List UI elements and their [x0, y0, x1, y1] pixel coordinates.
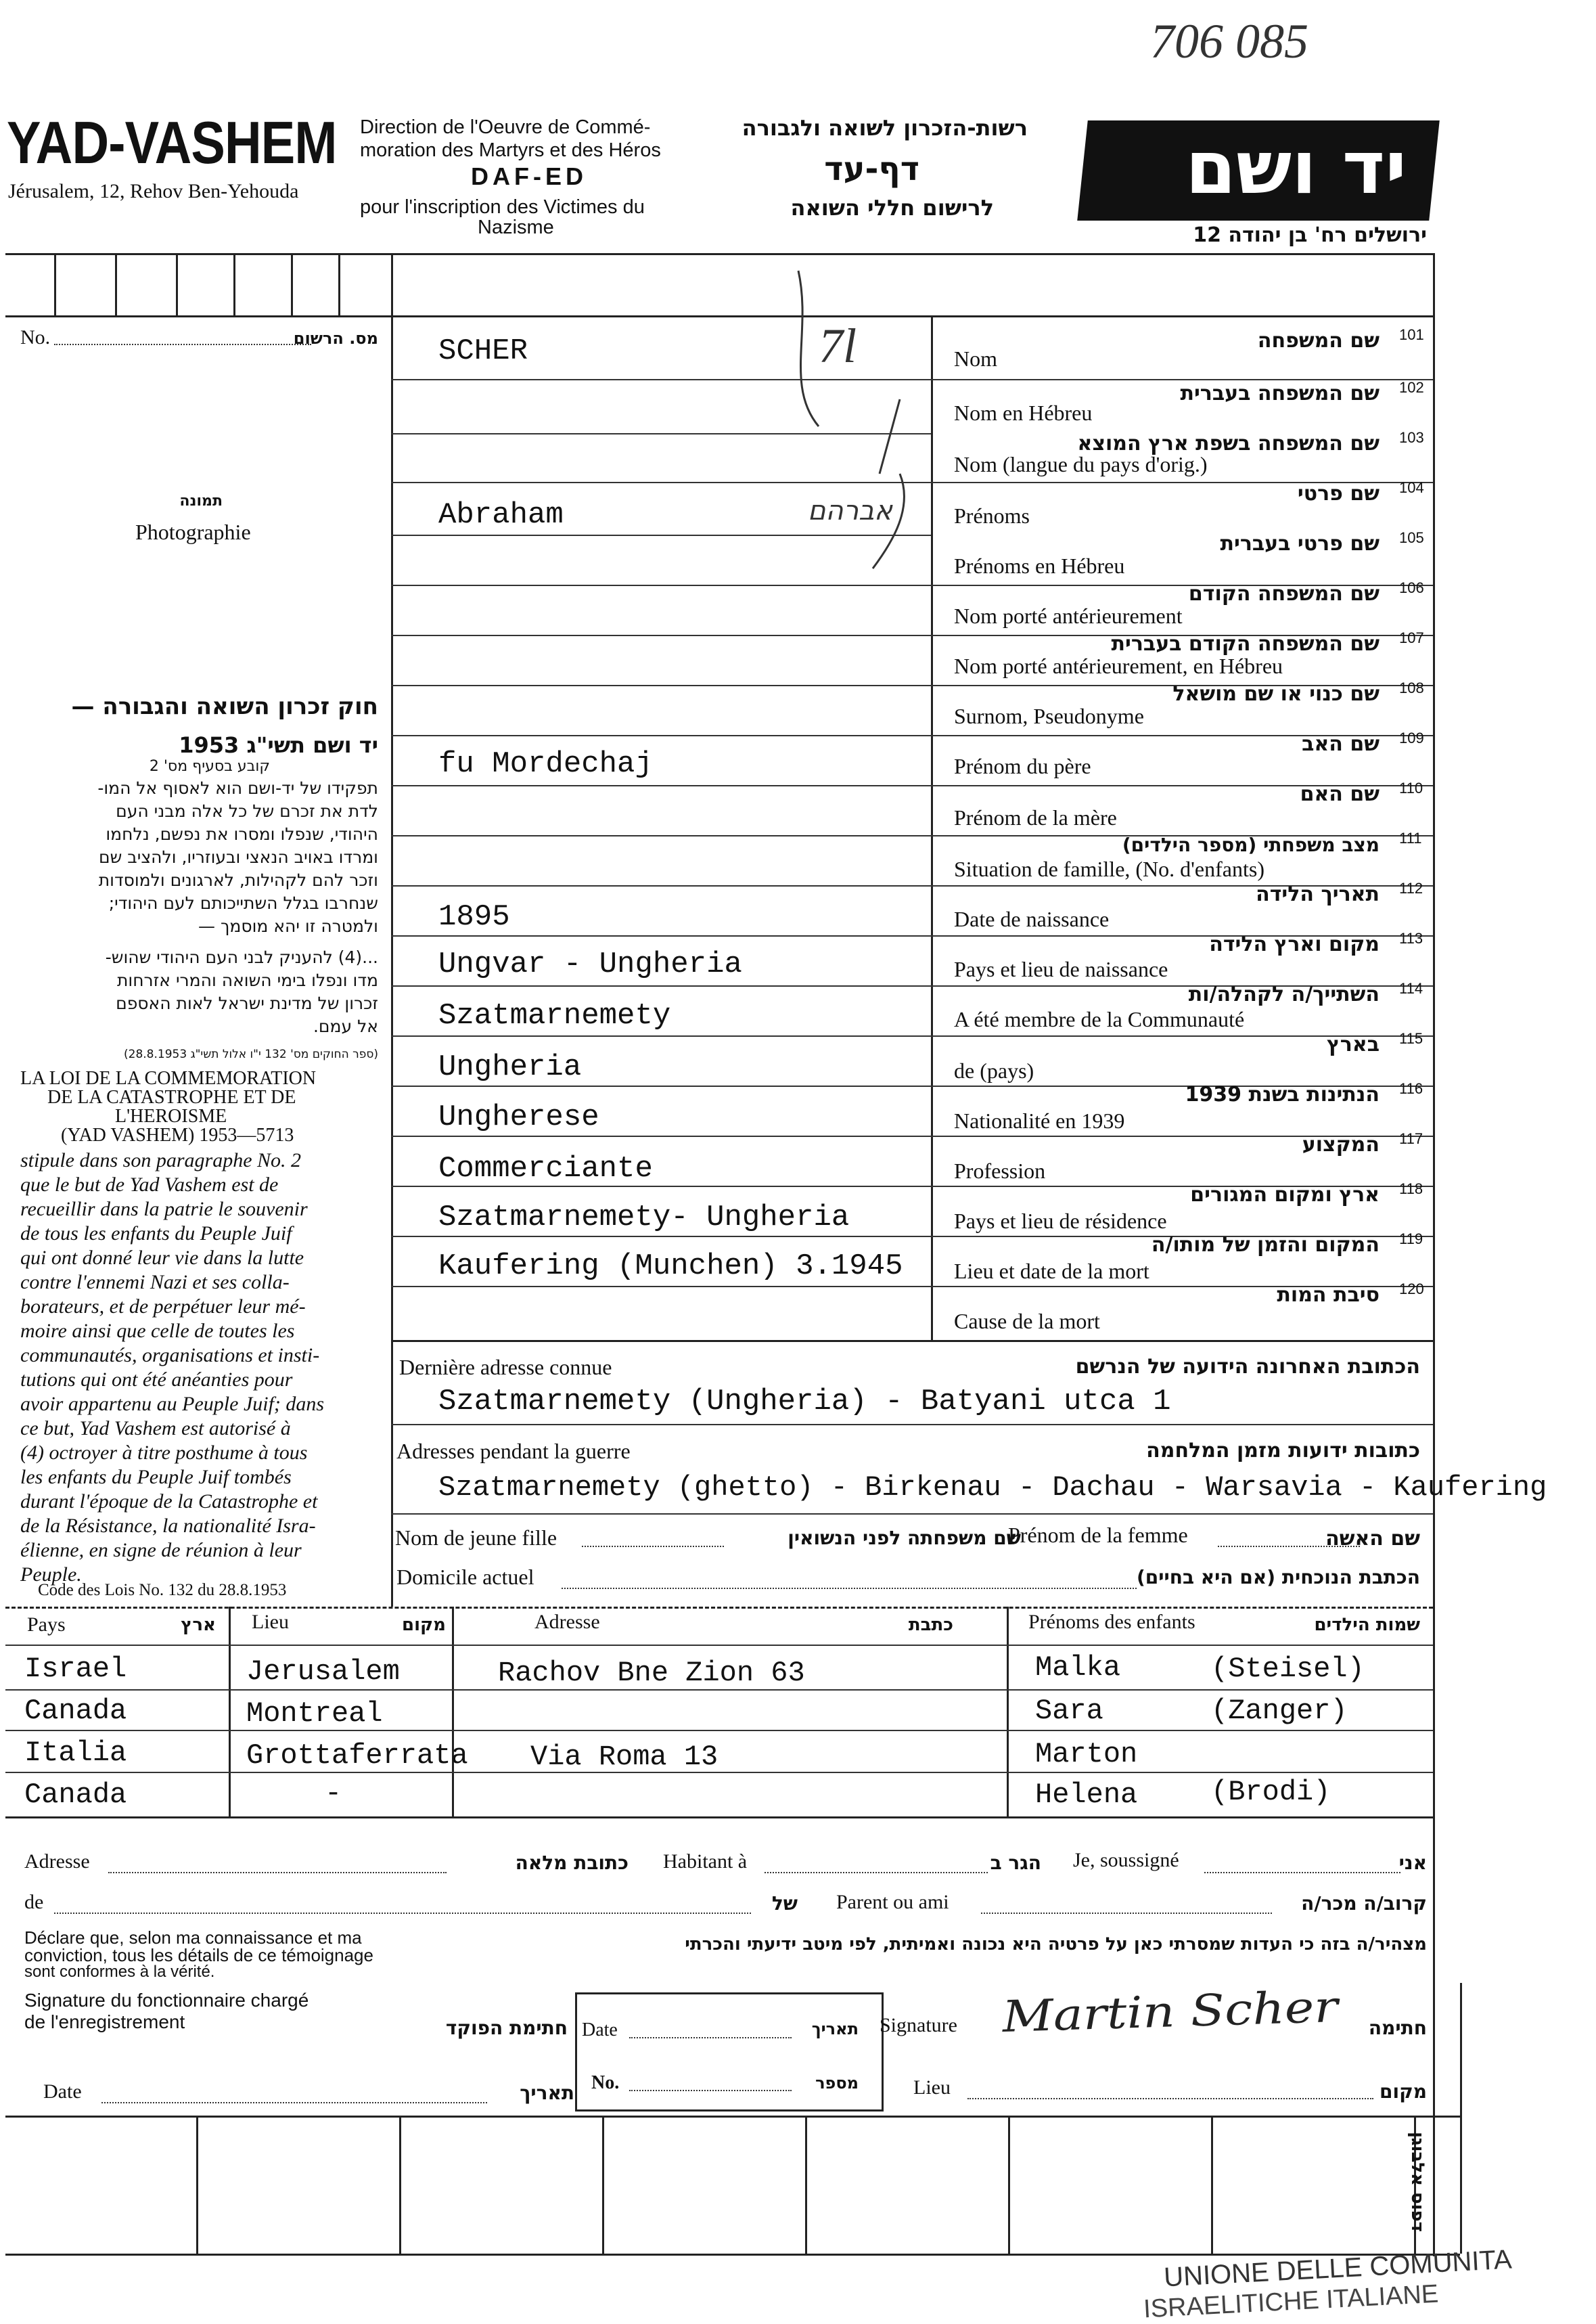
law-french-title: L'HEROISME [115, 1106, 227, 1127]
field-value-birth-date: 1895 [438, 900, 510, 934]
lieu-label: Lieu [913, 2076, 951, 2099]
row-line [391, 1424, 1433, 1425]
law-hebrew-line: וזכר להם לקהילות, לארגונים ולמוסדות [98, 870, 378, 890]
law-hebrew-clause: קובע בסעיף מס' 2 [149, 758, 270, 775]
law-french-line: qui ont donné leur vie dans la lutte [20, 1247, 304, 1269]
habitant-line [765, 1872, 988, 1873]
field-label-french: Nom [954, 347, 997, 371]
values-left-border [391, 253, 393, 1607]
org-address-latin: Jérusalem, 12, Rehov Ben-Yehouda [8, 180, 299, 202]
field-label-french: Date de naissance [954, 907, 1110, 931]
field-number: 117 [1399, 1130, 1423, 1147]
child-first-name: Sara [1035, 1695, 1103, 1727]
adresse-line [108, 1872, 447, 1873]
field-value-profession: Commerciante [438, 1152, 653, 1186]
domicile-label: Domicile actuel [396, 1565, 534, 1589]
bottom-grid-div [196, 2116, 198, 2254]
soussigne-label-hebrew: אני [1398, 1852, 1427, 1874]
form-name-hebrew: דף-עד [824, 150, 919, 188]
field-number: 116 [1399, 1080, 1423, 1097]
parent-label-hebrew: קרוב/ה מכר/ה [1301, 1892, 1427, 1915]
lieu-label-hebrew: מקום [1380, 2080, 1427, 2103]
law-hebrew-line: שנחרבו בגלל השתייכותם לעם היהודי; [108, 893, 378, 913]
field-number: 106 [1399, 579, 1424, 596]
bottom-grid-div [399, 2116, 401, 2254]
field-label-hebrew: בארץ [1326, 1033, 1380, 1056]
stamp-no-line [629, 2090, 792, 2091]
form-name: DAF-ED [471, 162, 587, 190]
field-label-french: Pays et lieu de naissance [954, 957, 1168, 981]
col-adresse-label: Adresse [534, 1611, 600, 1633]
field-value-last-name: SCHER [438, 334, 528, 368]
row-line [391, 735, 1433, 736]
field-label-hebrew: שם האם [1300, 782, 1380, 806]
law-french-line: avoir appartenu au Peuple Juif; dans [20, 1393, 325, 1415]
field-label-french: Prénoms [954, 504, 1030, 528]
de-label: de [24, 1891, 44, 1913]
field-label-hebrew: המקצוע [1302, 1133, 1380, 1157]
field-label-french: Profession [954, 1159, 1046, 1183]
bottom-grid-bottom [5, 2254, 1460, 2256]
col-lieu-label-hebrew: מקום [402, 1615, 446, 1635]
official-signature-label-hebrew: חתימת הפוקד [445, 2017, 568, 2039]
declaration-french-2: conviction, tous les détails de ce témoignage [24, 1945, 373, 1965]
adresse-label-hebrew: כתובת מלאה [515, 1852, 629, 1874]
field-number: 110 [1399, 780, 1423, 797]
reg-no-hebrew: מס. הרשום [293, 329, 378, 348]
col-adresse-label-hebrew: כתבת [908, 1615, 953, 1635]
field-label-hebrew: סיבת המות [1277, 1283, 1380, 1307]
field-number: 109 [1399, 730, 1424, 746]
soussigne-line [1204, 1872, 1400, 1873]
field-number: 120 [1399, 1280, 1424, 1297]
child-place: Montreal [246, 1697, 383, 1730]
law-french-line: ce but, Yad Vashem est autorisé à [20, 1417, 291, 1439]
child-country: Canada [24, 1695, 127, 1727]
declaration-french-1: Déclare que, selon ma connaissance et ma [24, 1927, 362, 1948]
lieu-line [967, 2098, 1373, 2099]
field-label-french: de (pays) [954, 1058, 1034, 1083]
field-number: 108 [1399, 679, 1424, 696]
war-addresses-value: Szatmarnemety (ghetto) - Birkenau - Dachau - Warsavia - Kaufering [438, 1471, 1547, 1504]
field-number: 101 [1399, 326, 1424, 343]
community-stamp-line-1: UNIONE DELLE COMUNITA [1163, 2244, 1513, 2293]
stamp-no-label: No. [591, 2072, 620, 2093]
col-pays-label-hebrew: ארץ [181, 1615, 216, 1635]
row-line [5, 1689, 1433, 1691]
field-label-hebrew: שם האב [1302, 732, 1380, 756]
field-label-hebrew: תאריך הלידה [1256, 882, 1380, 906]
authority-hebrew: רשות-הזכרון לשואה ולגבורה [742, 115, 1028, 141]
law-french-line: contre l'ennemi Nazi et ses colla- [20, 1271, 290, 1293]
fields-bottom [391, 1340, 1433, 1342]
war-addresses-label: Adresses pendant la guerre [396, 1439, 631, 1463]
last-address-value: Szatmarnemety (Ungheria) - Batyani utca 1 [438, 1385, 1171, 1418]
child-place: Jerusalem [246, 1655, 400, 1688]
direction-line-2: moration des Martyrs et des Héros [360, 139, 661, 161]
field-label-french: Nom en Hébreu [954, 401, 1093, 425]
law-hebrew-line: ומרדו באויב הנאצי ובעוזריו, ולהציב שם [99, 847, 378, 867]
parent-label: Parent ou ami [836, 1891, 949, 1913]
child-address: Via Roma 13 [530, 1741, 719, 1773]
child-first-name: Helena [1035, 1779, 1138, 1811]
signature-label-hebrew: חתימה [1368, 2017, 1427, 2039]
field-number: 115 [1399, 1030, 1423, 1047]
field-value-birth-place: Ungvar - Ungheria [438, 947, 742, 981]
last-address-label: Dernière adresse connue [399, 1355, 612, 1379]
date-label: Date [43, 2080, 82, 2103]
strip-div-6 [338, 253, 340, 315]
law-french-line: de la Résistance, la nationalité Isra- [20, 1515, 316, 1537]
child-family-name: (Brodi) [1211, 1776, 1331, 1808]
stamp-date-label-hebrew: תאריך [811, 2019, 859, 2038]
row-line [391, 785, 1433, 786]
registration-stamp-box [575, 1992, 884, 2111]
row-line [5, 1645, 1433, 1646]
law-french-line: de tous les enfants du Peuple Juif [20, 1222, 292, 1245]
col-prenoms-label-hebrew: שמות הילדים [1314, 1615, 1420, 1635]
strip-div-2 [115, 253, 117, 315]
child-first-name: Marton [1035, 1738, 1138, 1770]
handwritten-hebrew-first-name: אברהם [807, 495, 892, 527]
field-number: 111 [1399, 830, 1422, 847]
row-line [391, 1513, 1433, 1515]
photo-hebrew: תמונה [179, 493, 223, 510]
law-french-title: (YAD VASHEM) 1953—5713 [61, 1125, 294, 1146]
law-french-line: durant l'époque de la Catastrophe et [20, 1490, 318, 1513]
child-family-name: (Zanger) [1211, 1695, 1348, 1727]
field-label-french: Prénom de la mère [954, 805, 1117, 830]
stamp-date-line [629, 2037, 792, 2038]
official-signature-label-2: de l'enregistrement [24, 2011, 185, 2032]
field-label-french: Cause de la mort [954, 1309, 1100, 1333]
child-country: Israel [24, 1653, 127, 1685]
law-hebrew-line: מדו ונפלו בימי השואה והמרי אזרחות [116, 970, 378, 990]
law-french-line: Peuple. [20, 1563, 82, 1586]
direction-line-1: Direction de l'Oeuvre de Commé- [360, 116, 651, 138]
field-number: 112 [1399, 880, 1423, 897]
field-number: 118 [1399, 1180, 1423, 1197]
field-number: 104 [1399, 479, 1424, 496]
law-french-line: communautés, organisations et insti- [20, 1344, 320, 1366]
law-hebrew-line: היהודי, שנפלו ומסרו את נפשם, נלחמו [106, 824, 378, 844]
bottom-grid-right [1460, 1983, 1462, 2254]
community-stamp-line-2: ISRAELITICHE ITALIANE [1143, 2279, 1440, 2324]
law-hebrew-line: זכרון של מדינת ישראל לאות האספם [116, 993, 378, 1013]
date-line [101, 2102, 487, 2103]
bottom-grid-div [602, 2116, 604, 2254]
field-label-hebrew: מקום וארץ הלידה [1209, 933, 1380, 956]
row-line [391, 1136, 1433, 1137]
field-label-french: Prénoms en Hébreu [954, 554, 1125, 578]
row-line [391, 1035, 1433, 1037]
field-value-death-place-date: Kaufering (Munchen) 3.1945 [438, 1249, 903, 1283]
child-address: Rachov Bne Zion 63 [498, 1657, 805, 1689]
stamp-date-label: Date [582, 2019, 618, 2040]
field-number: 113 [1399, 930, 1423, 947]
purpose-hebrew: לרישום חללי השואה [790, 195, 994, 221]
child-place: - [325, 1777, 342, 1810]
field-value-father-name: fu Mordechaj [438, 747, 653, 781]
law-french-ref: Code des Lois No. 132 du 28.8.1953 [38, 1581, 287, 1599]
field-label-french: Nom porté antérieurement, en Hébreu [954, 654, 1283, 678]
logo-hebrew-text: יד ושם [1185, 126, 1407, 210]
bottom-grid-div [805, 2116, 807, 2254]
maiden-name-label: Nom de jeune fille [395, 1525, 557, 1550]
field-label-hebrew: ארץ ומקום המגורים [1190, 1183, 1380, 1207]
col-divider [229, 1607, 231, 1816]
de-label-hebrew: של [771, 1892, 798, 1915]
org-name-latin: YAD-VASHEM [7, 109, 337, 176]
field-label-hebrew: שם המשפחה הקודם בעברית [1111, 632, 1380, 656]
law-hebrew-line: אל עמם. [313, 1016, 378, 1036]
child-family-name: (Steisel) [1211, 1653, 1365, 1685]
field-label-hebrew: השתייך/ה לקהלה/ות [1188, 983, 1380, 1006]
signature-label: Signature [880, 2014, 957, 2036]
field-label-french: A été membre de la Communauté [954, 1007, 1245, 1031]
children-bottom [5, 1816, 1433, 1818]
field-label-french: Nationalité en 1939 [954, 1109, 1125, 1133]
law-french-line: les enfants du Peuple Juif tombés [20, 1466, 292, 1488]
law-french-line: stipule dans son paragraphe No. 2 [20, 1149, 302, 1171]
field-number: 107 [1399, 629, 1424, 646]
strip-div-3 [176, 253, 178, 315]
law-french-line: moire ainsi que celle de toutes les [20, 1320, 295, 1342]
address-hebrew: ירושלים רח' בן יהודה 12 [1193, 223, 1427, 247]
field-number: 102 [1399, 379, 1424, 396]
de-line [54, 1913, 751, 1914]
wife-name-label: Prénom de la femme [1008, 1523, 1188, 1547]
field-label-french: Situation de famille, (No. d'enfants) [954, 857, 1264, 881]
purpose-line-2: Nazisme [478, 217, 554, 238]
field-label-french: Nom porté antérieurement [954, 604, 1183, 628]
war-addresses-label-hebrew: כתובות ידועות מזמן המלחמה [1146, 1439, 1420, 1462]
child-country: Italia [24, 1737, 127, 1769]
law-hebrew-subtitle: יד ושם תשי"ג 1953 [179, 732, 378, 758]
col-lieu-label: Lieu [252, 1611, 289, 1633]
field-value-nationality: Ungherese [438, 1100, 599, 1134]
field-label-french: Surnom, Pseudonyme [954, 704, 1144, 728]
photo-label: Photographie [135, 520, 251, 544]
law-hebrew-ref: (ספר החוקים מס' 132 י"ו אלול תשי"ג 28.8.1953) [124, 1048, 378, 1061]
printer-imprint: דפוס אלבוגן [1407, 2132, 1428, 2233]
field-number: 105 [1399, 529, 1424, 546]
doc-number: 706 085 [1150, 14, 1308, 68]
field-label-hebrew: שם המשפחה בעברית [1180, 382, 1380, 405]
pencil-strokes [744, 250, 947, 589]
field-label-french: Pays et lieu de résidence [954, 1209, 1167, 1233]
declaration-hebrew: מצהיר/ה בזה כי העדות שמסרתי כאן על פרטיה היא נכונה ואמיתית, לפי מיטב ידיעתי והכרתי [685, 1934, 1427, 1954]
field-label-hebrew: שם המשפחה בשפת ארץ המוצא [1077, 432, 1380, 455]
law-hebrew-line: לדת את זכרם של כל אלה מבני העם [116, 801, 378, 821]
maiden-name-line [582, 1546, 724, 1547]
field-value-residence: Szatmarnemety- Ungheria [438, 1201, 850, 1234]
margin-mark: 7l [819, 319, 857, 373]
maiden-name-label-hebrew: שם משפחתה לפני הנשואין [788, 1527, 1021, 1549]
law-hebrew-title: חוק זכרון השואה והגבורה — [71, 693, 378, 720]
col-divider [452, 1607, 454, 1816]
date-label-hebrew: תאריך [520, 2082, 574, 2104]
reg-no-label: No. [20, 326, 51, 349]
bottom-grid-div [1008, 2116, 1010, 2254]
field-label-french: Nom (langue du pays d'orig.) [954, 452, 1208, 476]
field-label-hebrew: מצב משפחתי (מספר הילדים) [1122, 834, 1380, 856]
law-hebrew-line: תפקידו של יד-ושם הוא לאסוף אל המו- [97, 778, 378, 798]
right-border [1433, 253, 1435, 2256]
law-french-line: (4) octroyer à titre posthume à tous [20, 1442, 308, 1464]
habitant-label-hebrew: הגר ב [990, 1852, 1041, 1874]
child-place: Grottaferrata [246, 1739, 468, 1772]
last-address-label-hebrew: הכתובת האחרונה הידועה של הנרשם [1075, 1355, 1420, 1379]
field-value-country: Ungheria [438, 1050, 582, 1084]
law-french-title: LA LOI DE LA COMMEMORATION [20, 1068, 317, 1089]
col-pays-label: Pays [27, 1613, 66, 1636]
row-line [5, 1730, 1433, 1731]
domicile-label-hebrew: הכתבת הנוכחית (אם היא בחיים) [1136, 1566, 1420, 1588]
strip-bottom [5, 315, 391, 317]
field-label-french: Prénom du père [954, 754, 1091, 778]
stamp-no-label-hebrew: מספר [815, 2074, 859, 2093]
strip-div-1 [54, 253, 56, 315]
child-country: Canada [24, 1779, 127, 1811]
purpose-line-1: pour l'inscription des Victimes du [360, 196, 645, 218]
official-signature-label-1: Signature du fonctionnaire chargé [24, 1990, 309, 2011]
field-label-hebrew: שם כנוי או שם מושאל [1172, 682, 1380, 706]
law-hebrew-line: ולמטרה זו יהא מוסמך — [198, 916, 378, 936]
field-label-french: Lieu et date de la mort [954, 1259, 1149, 1283]
field-label-hebrew: שם המשפחה [1257, 329, 1380, 353]
law-french-title: DE LA CATASTROPHE ET DE [47, 1087, 296, 1108]
field-label-hebrew: המקום והזמן של מותו/ה [1151, 1233, 1380, 1257]
field-label-hebrew: שם המשפחה הקודם [1188, 582, 1380, 606]
top-border [5, 253, 1433, 255]
col-divider [1007, 1607, 1009, 1816]
soussigne-label: Je, soussigné [1073, 1849, 1179, 1871]
law-french-line: que le but de Yad Vashem est de [20, 1174, 279, 1196]
field-number: 119 [1399, 1230, 1423, 1247]
col-prenoms-label: Prénoms des enfants [1028, 1611, 1195, 1633]
strip-div-4 [233, 253, 235, 315]
signature-value: Martin Scher [1001, 1982, 1339, 2042]
bottom-grid-div [1211, 2116, 1213, 2254]
row-line [5, 1772, 1433, 1773]
law-french-line: borateurs, et de perpétuer leur mé- [20, 1295, 306, 1318]
field-value-community: Szatmarnemety [438, 999, 671, 1033]
field-label-hebrew: שם פרטי בעברית [1220, 532, 1380, 556]
strip-div-5 [291, 253, 293, 315]
field-value-first-name: Abraham [438, 498, 564, 532]
child-first-name: Malka [1035, 1651, 1121, 1684]
adresse-label: Adresse [24, 1850, 90, 1873]
reg-no-line [54, 344, 311, 345]
children-top [5, 1607, 1433, 1609]
field-label-hebrew: שם פרטי [1297, 482, 1380, 506]
law-french-line: tutions qui ont été anéanties pour [20, 1368, 293, 1391]
parent-line [981, 1913, 1272, 1914]
declaration-french-3: sont conformes à la vérité. [24, 1963, 215, 1981]
law-french-line: recueillir dans la patrie le souvenir [20, 1198, 308, 1220]
field-label-hebrew: הנתינות בשנת 1939 [1185, 1083, 1380, 1107]
domicile-line [562, 1588, 1137, 1589]
law-hebrew-line: ...(4) להעניק לבני העם היהודי שהוש- [105, 947, 378, 967]
field-number: 114 [1399, 980, 1423, 997]
field-number: 103 [1399, 429, 1424, 446]
law-french-line: élienne, en signe de réunion à leur [20, 1539, 302, 1561]
bottom-grid-top [5, 2116, 1460, 2118]
wife-name-label-hebrew: שם האשה [1325, 1527, 1420, 1550]
habitant-label: Habitant à [663, 1850, 748, 1873]
